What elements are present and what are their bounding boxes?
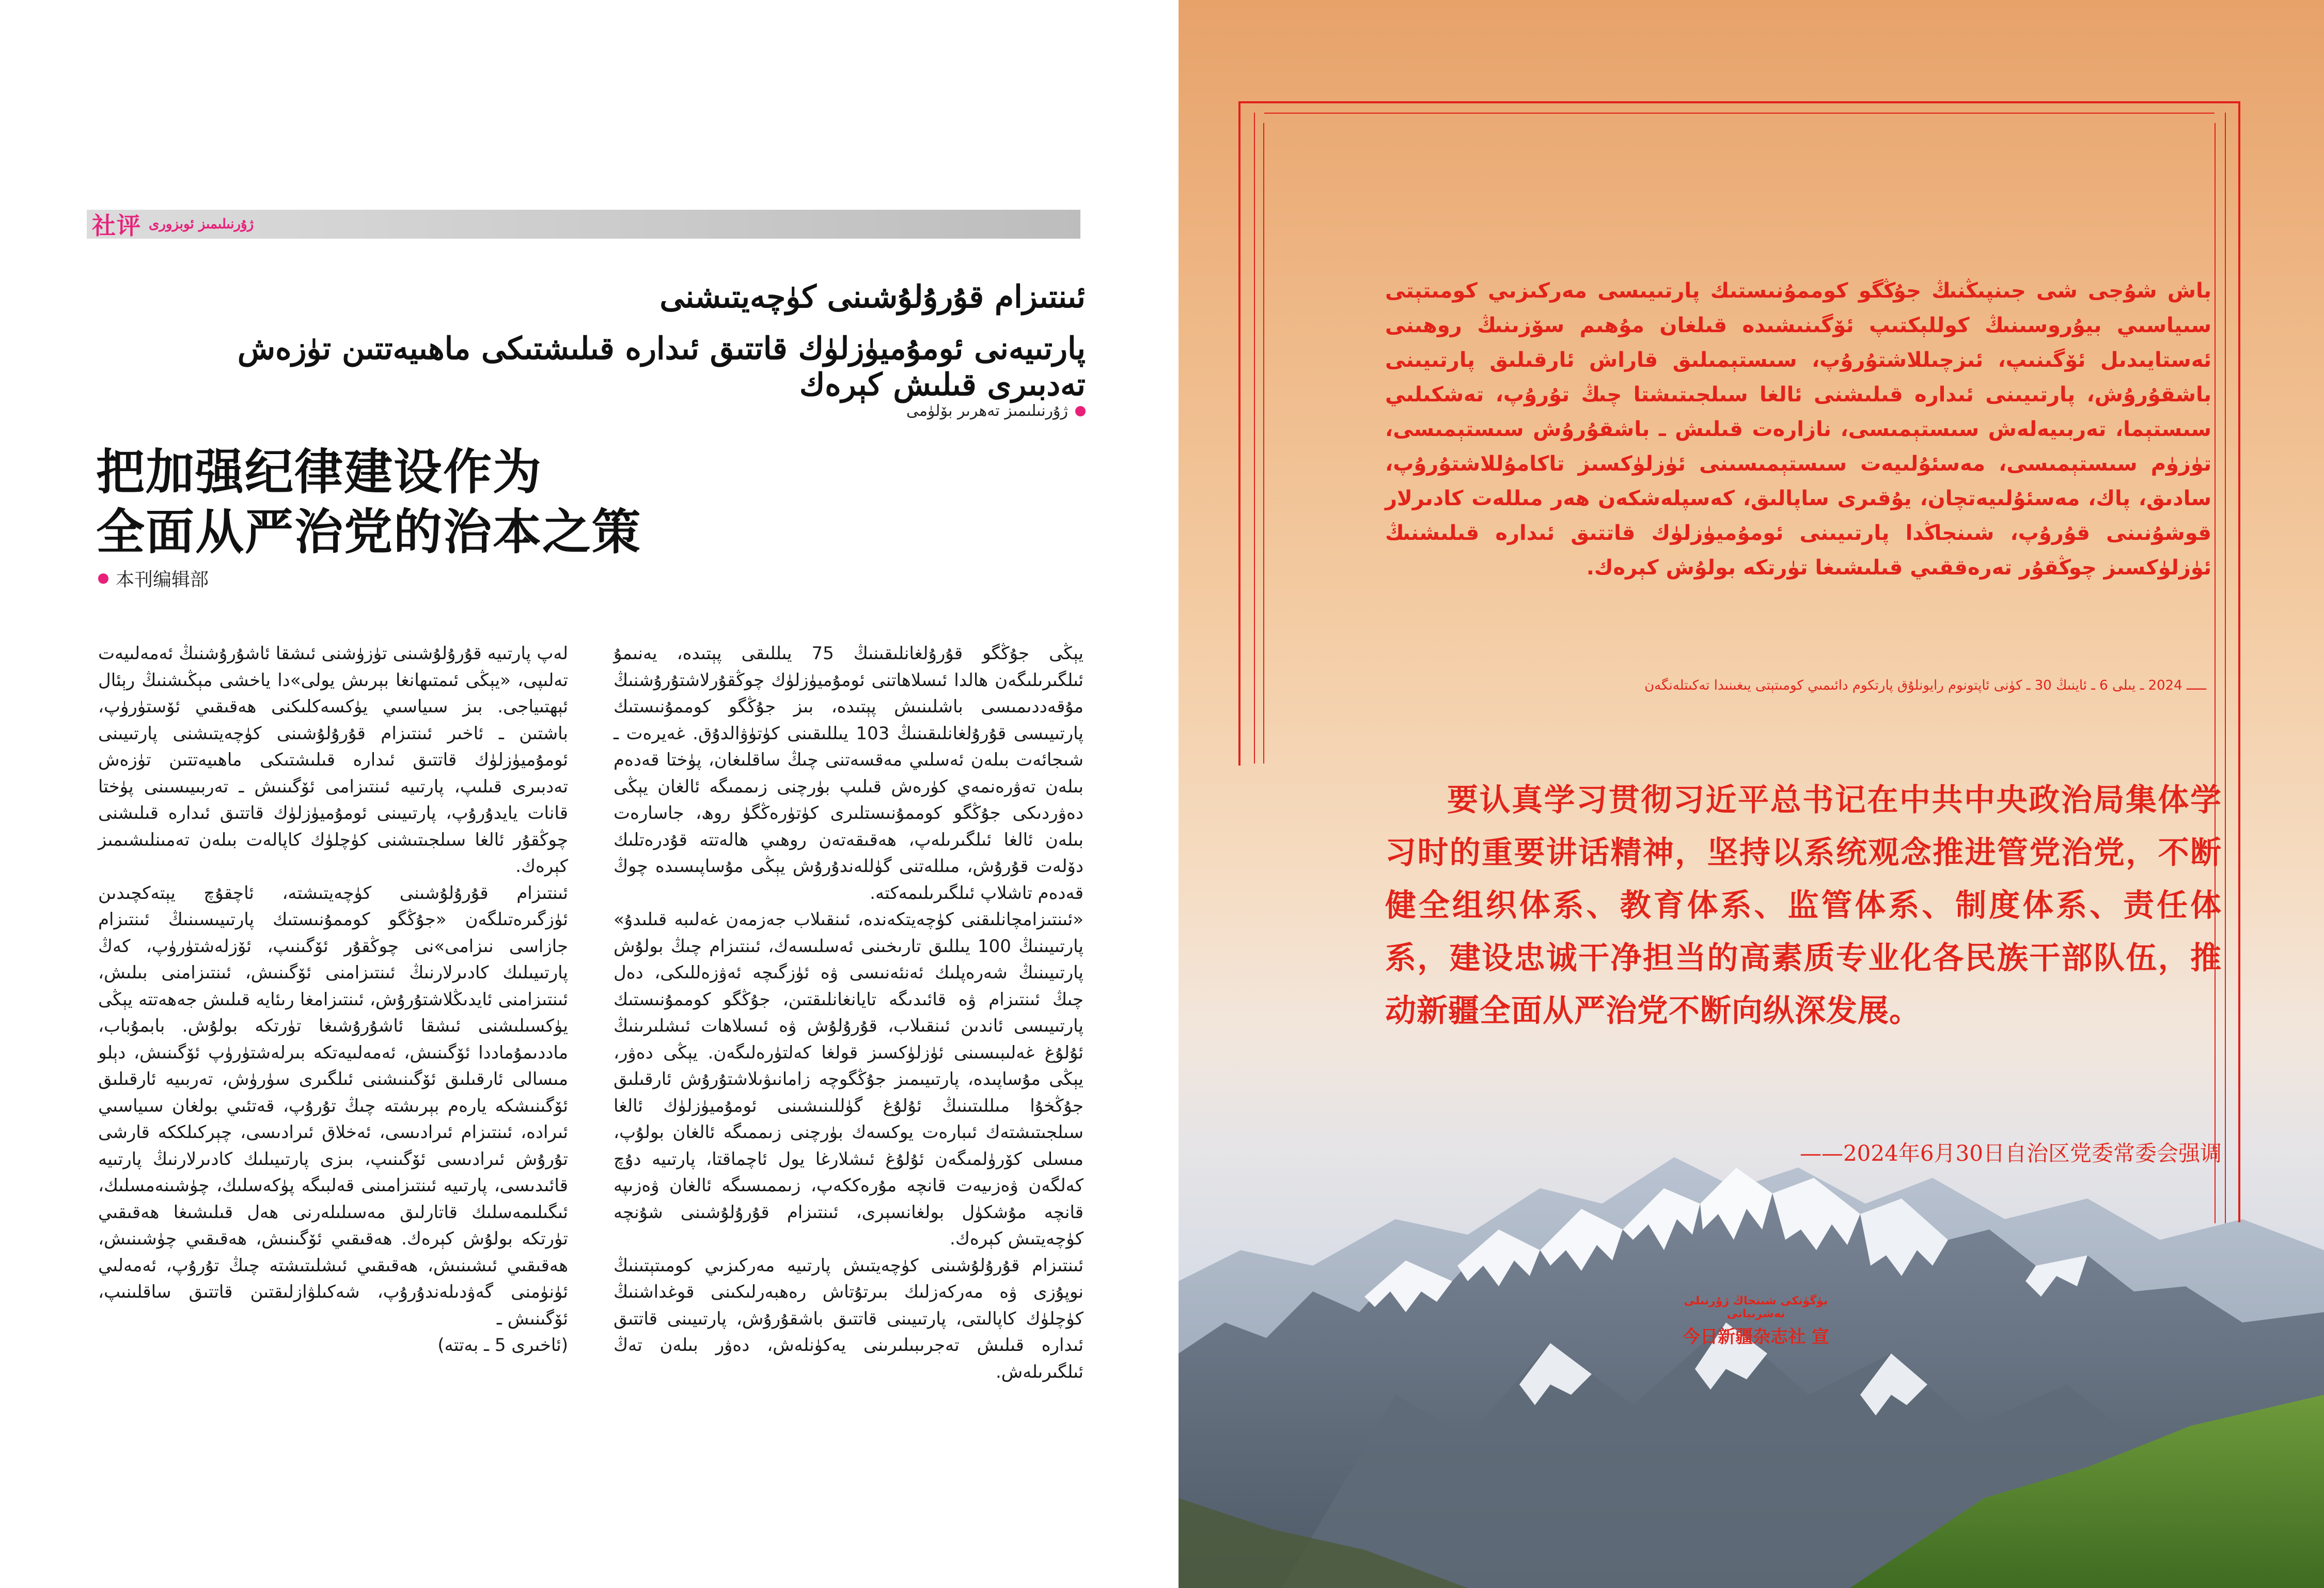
chinese-title-line-1: 把加强纪律建设作为 [96,444,543,501]
uyghur-title-line-1: ئىنتىزام قۇرۇلۇشىنى كۈچەيتىشنى [659,279,1086,315]
article-paragraph: يېڭى جۇڭگو قۇرۇلغانلىقىنىڭ 75 يىللىقى پېتىدە، يەنىمۇ ئىلگىرىلىگەن ھالدا ئىسلاھاتنى ئومۇميۈزلۈك چوڭقۇرلاشتۇرۇشنىڭ مۇقەددىمىسى باشلىنىش پېتىدە، بىز جۇڭگو كوممۇنىستىك پارتىيىسى قۇرۇلغانلىقىنىڭ 103 يىللىقىنى كۈتۈۋالدۇق. غەيرەت ـ شىجائەت بىلەن ئەسلىي مەقسەتنى چىڭ ساقلىغان، پۈختا قەدەم بىلەن تەۋرەنمەي كۈرەش قىلىپ بۈرچنى زىممىگە ئالغان يېڭى دەۋردىكى جۇڭگو كوممۇنىستلىرى كۈتۈرەڭگۈ روھ، جاسارەت بىلەن ئالغا ئىلگىرىلەپ، ھەقىقەتەن روھىي ھالەتتە قۇدرەتلىك دۆلەت قۇرۇش، مىللەتنى گۈللەندۇرۇش يېڭى مۇساپىسىدە چوڭ قەدەم تاشلاپ ئىلگىرىلىمەكتە. [614,643,1084,904]
chinese-title-line-2: 全面从严治党的治本之策 [96,504,642,561]
frame-line-left-outer [1238,101,1240,766]
article-paragraph: ئىنتىزام قۇرۇلۇشىنى كۈچەيتىش پارتىيە مەركىزىي كومىتېتىنىڭ نوپۇزى ۋە مەركەزلىك بىرتۇتاش رەھبەرلىكىنى قوغداشنىڭ كۈچلۈك كاپالىتى، پارتىيىنى قاتتىق باشقۇرۇش، پارتىيىنى قاتتىق ئىدارە قىلىش تەجرىبىلىرىنى يەكۈنلەش، دەۋر بىلەن تەڭ ئىلگىرىلەش. [614,1255,1084,1382]
article-body-column-right [614,641,1084,1385]
frame-line-right-inner-2 [2215,123,2216,1223]
article-paragraph: لەپ پارتىيە قۇرۇلۇشىنى تۈزۈشنى ئىشقا ئاشۇرۇشنىڭ ئەمەلىيەت تەلىپى، «يېڭى ئىمتىھانغا بېرىش يولى»دا ياخشى مېڭىشنىڭ رېئال ئېھتىياجى. بىز سىياسىي يۈكسەكلىكنى ھەقىقىي ئۆستۈرۈپ، باشتىن ـ ئاخىر ئىنتىزام قۇرۇلۇشىنى كۈچەيتىشنى پارتىيىنى ئومۇميۈزلۈك قاتتىق ئىدارە قىلىشتىكى ماھىيەتتىن تۈزەش تەدبىرى قىلىپ، پارتىيە ئىنتىزامى ئۆگىنىش ـ تەربىيىسىنى پۈختا قانات يايدۇرۇپ، پارتىيىنى ئومۇميۈزلۈك قاتتىق ئىدارە قىلىشنى چوڭقۇر ئالغا سىلجىتىشنى كۈچلۈك كاپالەت بىلەن تەمىنلىشىمىز كېرەك. [98,643,568,877]
frame-line-top-outer [1238,101,2240,103]
uyghur-quote-source: ـــــ 2024 ـ يىلى 6 ـ ئاينىڭ 30 ـ كۈنى ئاپتونوم رايونلۇق پارتكوم دائىمىي كومىتېتى يىغىنىدا تەكىتلەنگەن [1644,678,2206,693]
article-paragraph: «ئىنتىزامچانلىقنى كۈچەيتكەندە، ئىنقىلاب جەزمەن غەلىبە قىلىدۇ» پارتىيىنىڭ 100 يىللىق تارىخىنى ئەسلىسەك، ئىنتىزام چىڭ بولۇش پارتىيىنىڭ شەرەپلىك ئەنئەنىسى ۋە ئۈزگىچە ئەۋزەللىكى، دەل چىڭ ئىنتىزام ۋە قائىدىگە تايانغانلىقتىن، جۇڭگو كوممۇنىستىك پارتىيىسى ئاندىن ئىنقىلاب، قۇرۇلۇش ۋە ئىسلاھات ئىشلىرىنىڭ ئۇلۇغ غەلىبىسىنى ئۈزلۈكسىز قولغا كەلتۈرەلىگەن. يېڭى دەۋر، يېڭى مۇساپىدە، پارتىيىمىز جۇڭگوچە زامانىۋىلاشتۇرۇش ئارقىلىق جۇڭخۇا مىللىتىنىڭ ئۇلۇغ گۈللىنىشىنى ئومۇميۈزلۈك ئالغا سىلجىتىشتەك ئىبارەت يوكسەك بۈرچنى زىممىگە ئالغان بولۇپ، مىسلى كۆرۈلمىگەن ئۇلۇغ ئىشلارغا يول ئاچماقتا، پارتىيە دۇچ كەلگەن ۋەزىيەت قانچە مۇرەككەپ، زىممىسىگە ئالغان ۋەزىپە قانچە مۇشكۈل بولغانسېرى، ئىنتىزام قۇرۇلۇشىنى شۇنچە كۈچەيتىش كېرەك. [614,909,1084,1249]
uyghur-byline [906,402,1086,420]
frame-line-top-inner [1264,113,2215,114]
chinese-byline-text: 本刊编辑部 [116,569,209,590]
uyghur-title-line-2: پارتىيەنى ئومۇميۈزلۈك قاتتىق ئىدارە قىلىشتىكى ماھىيەتتىن تۈزەش تەدبىرى قىلىش كېرەك [237,331,1086,403]
publisher-name-chinese: 今日新疆杂志社 宣 [1683,1327,1829,1347]
column-tag-ug: ژۇرنىلىمىز ئوبزورى [149,216,254,232]
article-paragraph: ئىنتىزام قۇرۇلۇشىنى كۈچەيتىشتە، ئاچقۇچ يېتەكچىدىن ئۈزگىرەتىلگەن «جۇڭگو كوممۇنىستىك پارتىيىسىنىڭ ئىنتىزام جازاسى نىزامى»نى چوڭقۇر ئۆگىنىپ، ئۆزلەشتۈرۈپ، كەڭ پارتىيىلىك كادىرلارنىڭ ئىنتىزامنى ئۆگىنىش، ئىنتىزامنى بىلىش، ئىنتىزامنى ئايدىڭلاشتۇرۇش، ئىنتىزامغا رىئايە قىلىش جەھەتتە يېڭى يۈكسىلىشنى ئىشقا ئاشۇرۇشىغا تۈرتكە بولۇش. بابمۇباب، ماددىمۇماددا ئۆگىنىش، ئەمەلىيەتكە بىرلەشتۈرۈپ ئۆگىنىش، دېلو مىسالى ئارقىلىق ئۆگىنىشنى ئىلگىرى سۈرۈش، تەربىيە ئارقىلىق ئۆگىنىشكە يارەم بېرىشتە چىڭ تۇرۇپ، قەتئىي بولغان سىياسىي ئىرادە، ئىنتىزام ئىرادىسى، ئەخلاق ئىرادىسى، چېركىلككە قارشى تۇرۇش ئىرادىسى ئۆگىنىپ، بىزى پارتىيىلىك كادىرلارنىڭ پارتىيە قائىدىسى، پارتىيە ئىنتىزامىنى قەلبىگە پۈكەسلىك، چۈشىنەمسلىك، ئىگىلىمەسلىك قاتارلىق مەسىلىلەرنى ھەل قىلىشىغا ھەقىقىي تۈرتكە بولۇش كېرەك. ھەقىقىي ئۆگىنىش، ھەقىقىي چۈشىنىش، ھەقىقىي ئىشىنىش، ھەقىقىي ئىشلىتىشتە چىڭ تۇرۇپ، ئەمەلىي ئۈنۈمنى گەۋدىلەندۇرۇپ، شەكىلۋازلىقتىن قاتتىق ساقلىنىپ، ئۆگىنىش ـ [98,882,568,1329]
publisher-name-uyghur: بۈگۈنكى شىنجاڭ ژۇرنىلى نەشرىياتى [1684,1295,1828,1320]
frame-line-right-outer [2238,101,2240,1222]
article-body-column-left [98,641,568,1359]
right-page-poster [1179,0,2324,1588]
continued-note: (ئاخىرى 5 ـ بەتتە) [437,1335,568,1356]
bullet-dot-icon [98,573,108,584]
frame-line-left-inner [1254,113,1255,764]
uyghur-quote-text: باش شۇجى شى جىنپىڭنىڭ جۇڭگو كوممۇنىستىك پارتىيىسى مەركىزىي كومىتېتى سىياسىي بيۇروسىنىڭ كوللېكتىپ ئۆگىنىشىدە قىلغان مۇھىم سۆزىنىڭ روھىنى ئەستايىدىل ئۆگىنىپ، ئىزچىللاشتۇرۇپ، سىستېمىلىق قاراش ئارقىلىق پارتىيىنى باشقۇرۇش، پارتىيىنى ئىدارە قىلىشنى ئالغا سىلجىتىشتا چىڭ تۇرۇپ، تەشكىلىي سىستېما، تەربىيەلەش سىستېمىسى، نازارەت قىلىش ـ باشقۇرۇش سىستېمىسى، تۈزۈم سىستېمىسى، مەسئۇلىيەت سىستېمىسىنى ئۈزلۈكسىز تاكامۇللاشتۇرۇپ، سادىق، پاك، مەسئۇلىيەتچان، يۇقىرى ساپالىق، كەسپلەشكەن ھەر مىللەت كادىرلار قوشۇنىنى قۇرۇپ، شىنجاڭدا پارتىيىنى ئومۇميۈزلۈك قاتتىق ئىدارە قىلىشنىڭ ئۈزلۈكسىز چوڭقۇر تەرەققىي قىلىشىغا تۈرتكە بولۇش كېرەك. [1385,279,2211,580]
chinese-quote-source: ——2024年6月30日自治区党委常委会强调 [1799,1141,2222,1166]
column-tag [92,211,254,238]
bullet-dot-icon [1075,406,1086,416]
uyghur-quote [1385,274,2211,585]
uyghur-byline-text: ژۇرنىلىمىز تەھرىر بۆلۈمى [906,402,1068,420]
publisher-mark [1663,1295,1849,1348]
chinese-byline [98,565,209,591]
chinese-quote [1385,774,2222,1037]
frame-line-right-inner [2225,113,2226,1223]
frame-line-left-inner-2 [1263,123,1264,764]
chinese-quote-text: 要认真学习贯彻习近平总书记在中共中央政治局集体学习时的重要讲话精神，坚持以系统观念推进管党治党，不断健全组织体系、教育体系、监管体系、制度体系、责任体系，建设忠诚干净担当的高素质专业化各民族干部队伍，推动新疆全面从严治党不断向纵深发展。 [1385,782,2222,1029]
column-tag-cn: 社评 [92,212,142,240]
